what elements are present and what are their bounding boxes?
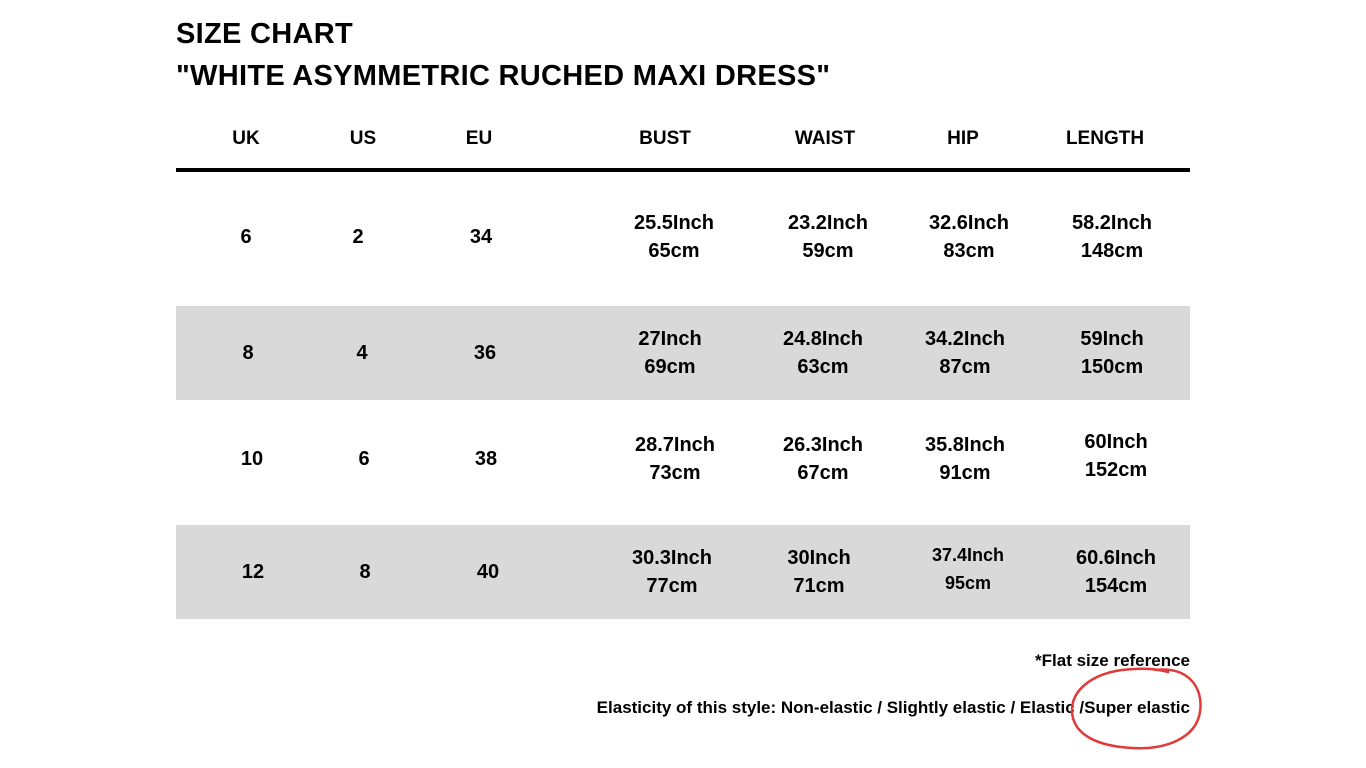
hip-cm: 87cm (939, 356, 991, 378)
cell-uk: 8 (242, 342, 254, 364)
cell-us: 6 (358, 448, 370, 470)
header-eu: EU (465, 128, 493, 149)
length-cm: 152cm (1084, 459, 1148, 481)
cell-eu: 34 (469, 226, 493, 248)
bust-cm: 65cm (648, 240, 700, 262)
waist-cm: 63cm (797, 356, 849, 378)
cell-bust (635, 431, 715, 487)
cell-eu: 36 (473, 342, 497, 364)
waist-inch: 30Inch (787, 547, 851, 569)
cell-waist (783, 325, 863, 381)
product-name-title: "WHITE ASYMMETRIC RUCHED MAXI DRESS" (176, 60, 831, 92)
table-header-row (0, 126, 1366, 152)
hip-cm: 83cm (943, 240, 995, 262)
bust-cm: 73cm (649, 462, 701, 484)
cell-hip (932, 541, 1004, 597)
waist-cm: 71cm (793, 575, 845, 597)
header-length: LENGTH (1065, 128, 1145, 149)
header-hip: HIP (947, 128, 979, 149)
cell-us: 4 (356, 342, 368, 364)
header-waist: WAIST (794, 128, 856, 149)
header-bust: BUST (639, 128, 691, 149)
cell-length (1076, 544, 1156, 600)
table-row (176, 306, 1190, 400)
length-inch: 59Inch (1080, 328, 1144, 350)
hip-cm: 95cm (944, 573, 992, 593)
length-inch: 60.6Inch (1075, 547, 1157, 569)
length-inch: 60Inch (1084, 431, 1148, 453)
cell-bust (638, 325, 701, 381)
cell-waist (783, 431, 863, 487)
length-cm: 154cm (1084, 575, 1148, 597)
cell-uk: 10 (240, 448, 264, 470)
waist-cm: 67cm (797, 462, 849, 484)
cell-waist (788, 209, 868, 265)
flat-size-footnote: *Flat size reference (1035, 651, 1190, 670)
cell-length (1080, 325, 1143, 381)
cell-hip (925, 325, 1005, 381)
waist-inch: 24.8Inch (782, 328, 864, 350)
cell-eu: 40 (476, 561, 500, 583)
waist-cm: 59cm (802, 240, 854, 262)
cell-waist (787, 544, 850, 600)
cell-hip (925, 431, 1005, 487)
cell-eu: 38 (474, 448, 498, 470)
hip-inch: 37.4Inch (931, 545, 1005, 565)
header-uk: UK (232, 128, 260, 149)
bust-cm: 77cm (646, 575, 698, 597)
table-row (176, 412, 1190, 506)
cell-bust (634, 209, 714, 265)
length-cm: 148cm (1080, 240, 1144, 262)
cell-length (1072, 209, 1152, 265)
elasticity-line: Elasticity of this style: Non-elastic / Slightly elastic / Elastic /Super elastic (596, 698, 1190, 717)
cell-uk: 12 (241, 561, 265, 583)
bust-inch: 25.5Inch (633, 212, 715, 234)
cell-uk: 6 (240, 226, 252, 248)
hip-inch: 35.8Inch (924, 434, 1006, 456)
cell-hip (929, 209, 1009, 265)
cell-length (1084, 428, 1147, 484)
length-inch: 58.2Inch (1071, 212, 1153, 234)
header-us: US (349, 128, 377, 149)
waist-inch: 23.2Inch (787, 212, 869, 234)
size-chart-title: SIZE CHART (176, 18, 353, 50)
cell-us: 2 (352, 226, 364, 248)
bust-cm: 69cm (644, 356, 696, 378)
hip-inch: 34.2Inch (924, 328, 1006, 350)
cell-bust (632, 544, 712, 600)
waist-inch: 26.3Inch (782, 434, 864, 456)
length-cm: 150cm (1080, 356, 1144, 378)
header-divider (176, 168, 1190, 172)
table-row (176, 190, 1190, 284)
bust-inch: 30.3Inch (631, 547, 713, 569)
hip-inch: 32.6Inch (928, 212, 1010, 234)
bust-inch: 27Inch (638, 328, 702, 350)
table-row (176, 525, 1190, 619)
cell-us: 8 (359, 561, 371, 583)
hip-cm: 91cm (939, 462, 991, 484)
bust-inch: 28.7Inch (634, 434, 716, 456)
